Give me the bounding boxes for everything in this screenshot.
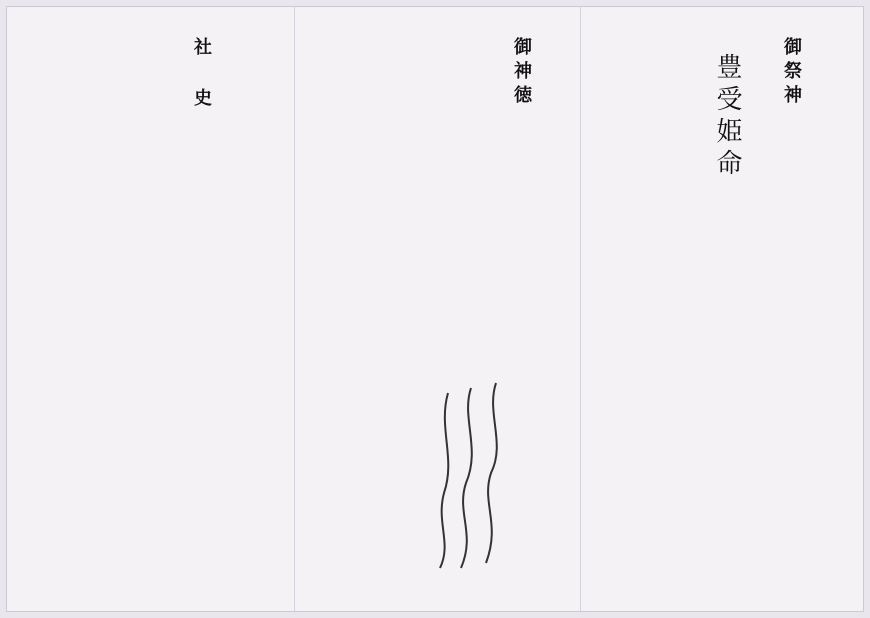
- body-text-column: [588, 35, 610, 587]
- fold-line-right: [580, 7, 581, 611]
- calligraphy-signature: [426, 373, 516, 573]
- body-text-column: [692, 35, 714, 587]
- panel-heading: 御神徳: [511, 37, 532, 109]
- body-text-column: [804, 35, 826, 587]
- body-text-column: [518, 35, 540, 587]
- body-text-column: [24, 35, 46, 587]
- body-text-column: [614, 35, 636, 587]
- leaflet-sheet: [6, 6, 864, 612]
- middle-panel: [299, 13, 578, 605]
- right-panel: [585, 13, 864, 605]
- body-text-column: [180, 35, 202, 587]
- panel-heading: 社 史: [191, 37, 212, 112]
- body-text-column: [102, 35, 124, 587]
- deity-name: 豊受姫命: [712, 53, 742, 181]
- body-text-column: [128, 35, 150, 587]
- body-text-column: [362, 35, 384, 587]
- body-text-column: [206, 35, 228, 587]
- fold-line-left: [294, 7, 295, 611]
- body-text-column: [232, 35, 254, 587]
- body-text-column: [640, 35, 662, 587]
- left-panel: [13, 13, 292, 605]
- body-text-column: [258, 35, 280, 587]
- body-text-column: [544, 35, 566, 587]
- body-text-column: [778, 35, 800, 587]
- body-text-column: [336, 35, 358, 587]
- body-text-column: [76, 35, 98, 587]
- body-text-column: [388, 35, 410, 587]
- panel-heading: 御祭神: [781, 37, 802, 109]
- body-text-column: [154, 35, 176, 587]
- body-text-column: [666, 35, 688, 587]
- body-text-column: [752, 35, 774, 587]
- body-text-column: [830, 35, 852, 587]
- body-text-column: [50, 35, 72, 587]
